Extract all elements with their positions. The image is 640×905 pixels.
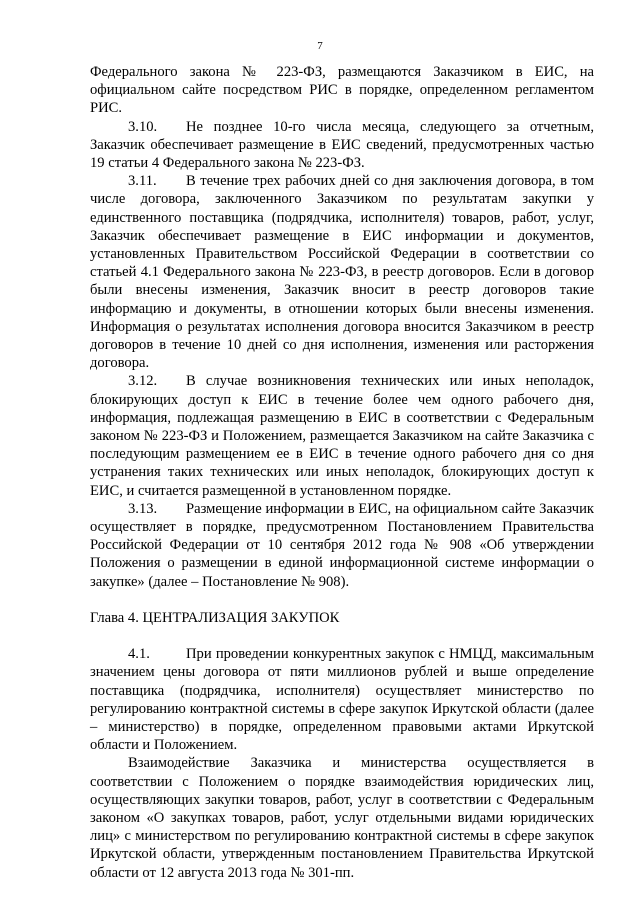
paragraph-text: Размещение информации в ЕИС, на официальном сайте Заказчик осуществляет в порядке, предусмотренном Постановлением Правительства Российской Федерации от 10 сентября 2012 года № 908 «Об утверждении Положения о размещении в единой информационной системе информации о закупке» (далее – Постановление № 908). <box>90 500 594 590</box>
clause-3-10 <box>90 118 594 173</box>
paragraph-text: Федерального закона № 223-ФЗ, размещаются Заказчиком в ЕИС, на официальном сайте посредством РИС в порядке, определенном регламентом РИС. <box>90 64 594 117</box>
clause-number: 3.11. <box>128 173 157 190</box>
clause-number: 3.10. <box>128 118 158 135</box>
paragraph-text: Не позднее 10-го числа месяца, следующего за отчетным, Заказчик обеспечивает размещение в ЕИС сведений, предусмотренных частью 19 статьи 4 Федерального закона № 223-ФЗ. <box>90 118 594 172</box>
paragraph-text: В течение трех рабочих дней со дня заключения договора, в том числе договора, заключенного Заказчиком по результатам закупки у единственного поставщика (подрядчика, исполнителя) товаров, работ, услуг, Заказчик обеспечивает размещение в ЕИС информации и документов, установленных Правительством Российской Федерации в соответствии со статьей 4.1 Федерального закона № 223-ФЗ, в реестр договоров. Если в договор были внесены изменения, Заказчик вносит в реестр договоров такие информацию и документы, в отношении которых были внесены изменения. Информация о результатах исполнения договора вносится Заказчиком в реестр договоров в течение 10 дней со дня исполнения, изменения или расторжения договора. <box>90 173 594 372</box>
clause-4-1 <box>90 645 594 754</box>
document-body <box>90 63 594 882</box>
paragraph-text: При проведении конкурентных закупок с НМЦД, максимальным значением цены договора от пяти миллионов рублей и выше определение поставщика (подрядчика, исполнителя) осуществляет министерство по регулированию контрактной системы в сфере закупок Иркутской области (далее – министерство) в порядке, определенном правовыми актами Иркутской области и Положением. <box>90 646 594 754</box>
clause-3-11 <box>90 172 594 372</box>
paragraph-text: Взаимодействие Заказчика и министерства осуществляется в соответствии с Положением о порядке взаимодействия юридических лиц, осуществляющих закупки товаров, работ, услуг в соответствии с Федеральным законом «О закупках товаров, работ, услуг отдельными видами юридических лиц» с министерством по регулированию контрактной системы в сфере закупок Иркутской области, утвержденным постановлением Правительства Иркутской области от 12 августа 2013 года № 301-пп. <box>90 755 594 881</box>
clause-3-12 <box>90 372 594 499</box>
chapter-title: Глава 4. ЦЕНТРАЛИЗАЦИЯ ЗАКУПОК <box>90 609 340 626</box>
paragraph-interaction <box>90 754 594 881</box>
clause-3-13 <box>90 500 594 591</box>
page-number: 7 <box>317 40 323 52</box>
paragraph-text: В случае возникновения технических или иных неполадок, блокирующих доступ к ЕИС в течение более чем одного рабочего дня, информация, подлежащая размещению в ЕИС в соответствии с Федеральным законом № 223-ФЗ и Положением, размещается Заказчиком на сайте Заказчика с последующим размещением ее в ЕИС в течение одного рабочего дня со дня устранения таких технических или иных неполадок, блокирующих доступ к ЕИС, и считается размещенной в установленном порядке. <box>90 373 594 499</box>
clause-number: 3.12. <box>128 373 158 390</box>
clause-number: 3.13. <box>128 500 158 517</box>
paragraph-continuation <box>90 63 594 118</box>
clause-number: 4.1. <box>128 646 150 663</box>
